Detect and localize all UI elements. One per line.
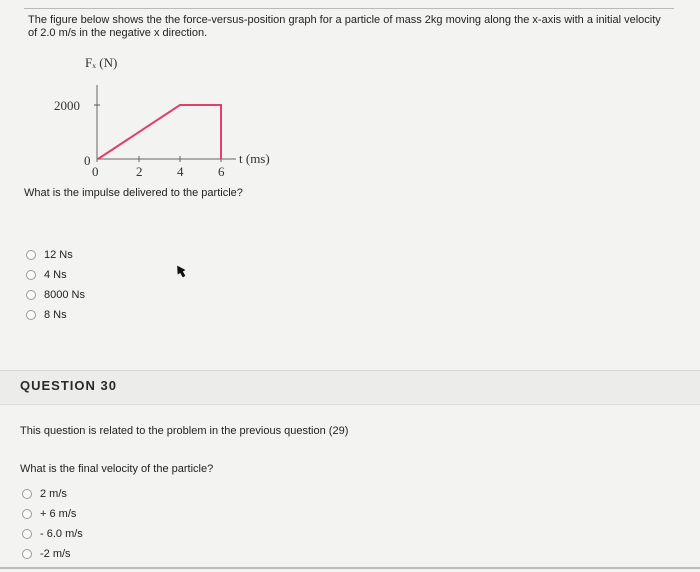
- answer-option[interactable]: [26, 305, 85, 325]
- radio-button[interactable]: [26, 290, 36, 300]
- answer-option[interactable]: [22, 544, 83, 564]
- option-label: 8 Ns: [44, 309, 67, 321]
- option-label: -2 m/s: [40, 548, 71, 560]
- answer-option[interactable]: [26, 285, 85, 305]
- force-line: [98, 105, 221, 159]
- top-divider: [24, 8, 674, 9]
- radio-button[interactable]: [26, 270, 36, 280]
- graph-y-tick-2000: 2000: [54, 98, 80, 113]
- answer-option[interactable]: [22, 484, 83, 504]
- question-30-prompt: What is the final velocity of the particle?: [20, 463, 214, 475]
- option-label: - 6.0 m/s: [40, 528, 83, 540]
- radio-button[interactable]: [22, 549, 32, 559]
- option-label: 8000 Ns: [44, 289, 85, 301]
- question-29-text: The figure below shows the the force-versus-position graph for a particle of mass 2kg moving along the x-axis with a initial velocity of 2.0 m/s in the negative x direction.: [28, 14, 661, 39]
- mouse-pointer-icon: [175, 263, 189, 281]
- question-29-options: [26, 245, 85, 325]
- bottom-divider: [0, 567, 700, 569]
- question-30-options: [22, 484, 83, 564]
- force-graph: [40, 50, 300, 185]
- graph-y-zero-label: 0: [84, 153, 91, 168]
- radio-button[interactable]: [22, 509, 32, 519]
- graph-x-tick-2: 2: [136, 164, 143, 179]
- graph-x-tick-0: 0: [92, 164, 99, 179]
- option-label: 2 m/s: [40, 488, 67, 500]
- radio-button[interactable]: [22, 529, 32, 539]
- question-30-title: QUESTION 30: [20, 378, 117, 393]
- option-label: 12 Ns: [44, 249, 73, 261]
- graph-y-axis-label: Fₓ (N): [85, 55, 118, 70]
- answer-option[interactable]: [26, 265, 85, 285]
- graph-x-tick-6: 6: [218, 164, 225, 179]
- question-30-text: This question is related to the problem in the previous question (29): [20, 425, 349, 437]
- radio-button[interactable]: [26, 250, 36, 260]
- option-label: + 6 m/s: [40, 508, 77, 520]
- answer-option[interactable]: [26, 245, 85, 265]
- answer-option[interactable]: [22, 524, 83, 544]
- answer-option[interactable]: [22, 504, 83, 524]
- radio-button[interactable]: [26, 310, 36, 320]
- graph-x-tick-4: 4: [177, 164, 184, 179]
- graph-x-axis-label: t (ms): [239, 151, 270, 166]
- radio-button[interactable]: [22, 489, 32, 499]
- option-label: 4 Ns: [44, 269, 67, 281]
- question-29-prompt: What is the impulse delivered to the particle?: [24, 187, 243, 199]
